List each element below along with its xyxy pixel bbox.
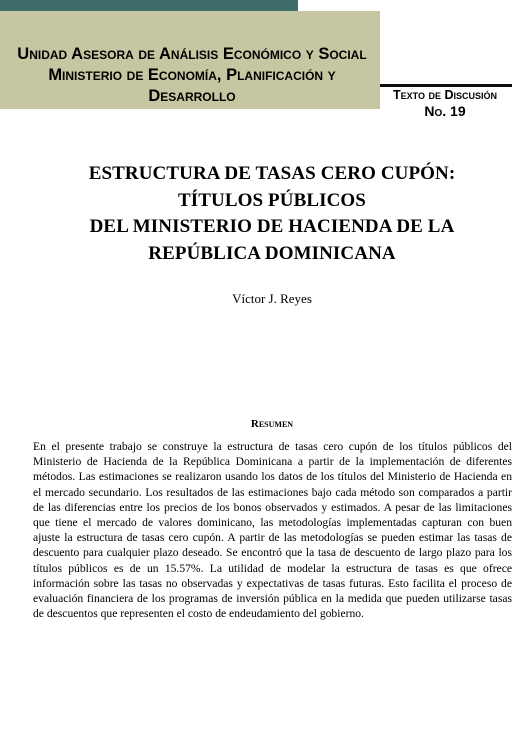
organization-line: Ministerio de Economía, Planificación y <box>48 66 336 84</box>
series-label: Texto de Discusión <box>393 88 497 102</box>
header-rule <box>380 84 512 87</box>
abstract-heading: Resumen <box>250 418 294 430</box>
organization-line: Desarrollo <box>148 87 236 105</box>
series-label-block <box>384 88 506 120</box>
document-title <box>30 161 514 267</box>
organization-name <box>2 44 382 107</box>
author-name: Víctor J. Reyes <box>232 291 312 306</box>
title-line: REPÚBLICA DOMINICANA <box>148 242 396 264</box>
title-line: ESTRUCTURA DE TASAS CERO CUPÓN: <box>88 163 456 184</box>
abstract-body: En el presente trabajo se construye la estructura de tasas cero cupón de los títulos públicos del Ministerio de Hacienda de la República Dominicana a partir de la implementación de diferentes métodos. Las estimaciones se realizaron usando los datos de los títulos del Ministerio de Hacienda en el mercado secundario. Los resultados de las estimaciones bajo cada método son comparados a partir de las diferencias entre los precios de los bonos observados y estimados. A pesar de las limitaciones que tiene el mercado de valores dominicano, las metodologías implementadas capturan con buen ajuste la estructura de tasas cero cupón. A partir de las metodologías se pueden estimar las tasas de descuento para cualquier plazo deseado. Se encontró que la tasa de descuento de largo plazo para los títulos públicos es de un 15.57%. La utilidad de modelar la estructura de tasas es que ofrece información sobre las tasas no observadas y expectativas de tasas futuras. Esto facilita el proceso de evaluación financiera de los programas de inversión pública en la medida que pueden utilizarse tasas de descuentos que representen el costo de endeudamiento del gobierno. <box>33 440 512 621</box>
title-line: TÍTULOS PÚBLICOS <box>178 189 366 211</box>
title-line: DEL MINISTERIO DE HACIENDA DE LA <box>89 216 455 237</box>
series-number: No. 19 <box>424 103 466 119</box>
organization-line: Unidad Asesora de Análisis Económico y Social <box>17 45 367 63</box>
